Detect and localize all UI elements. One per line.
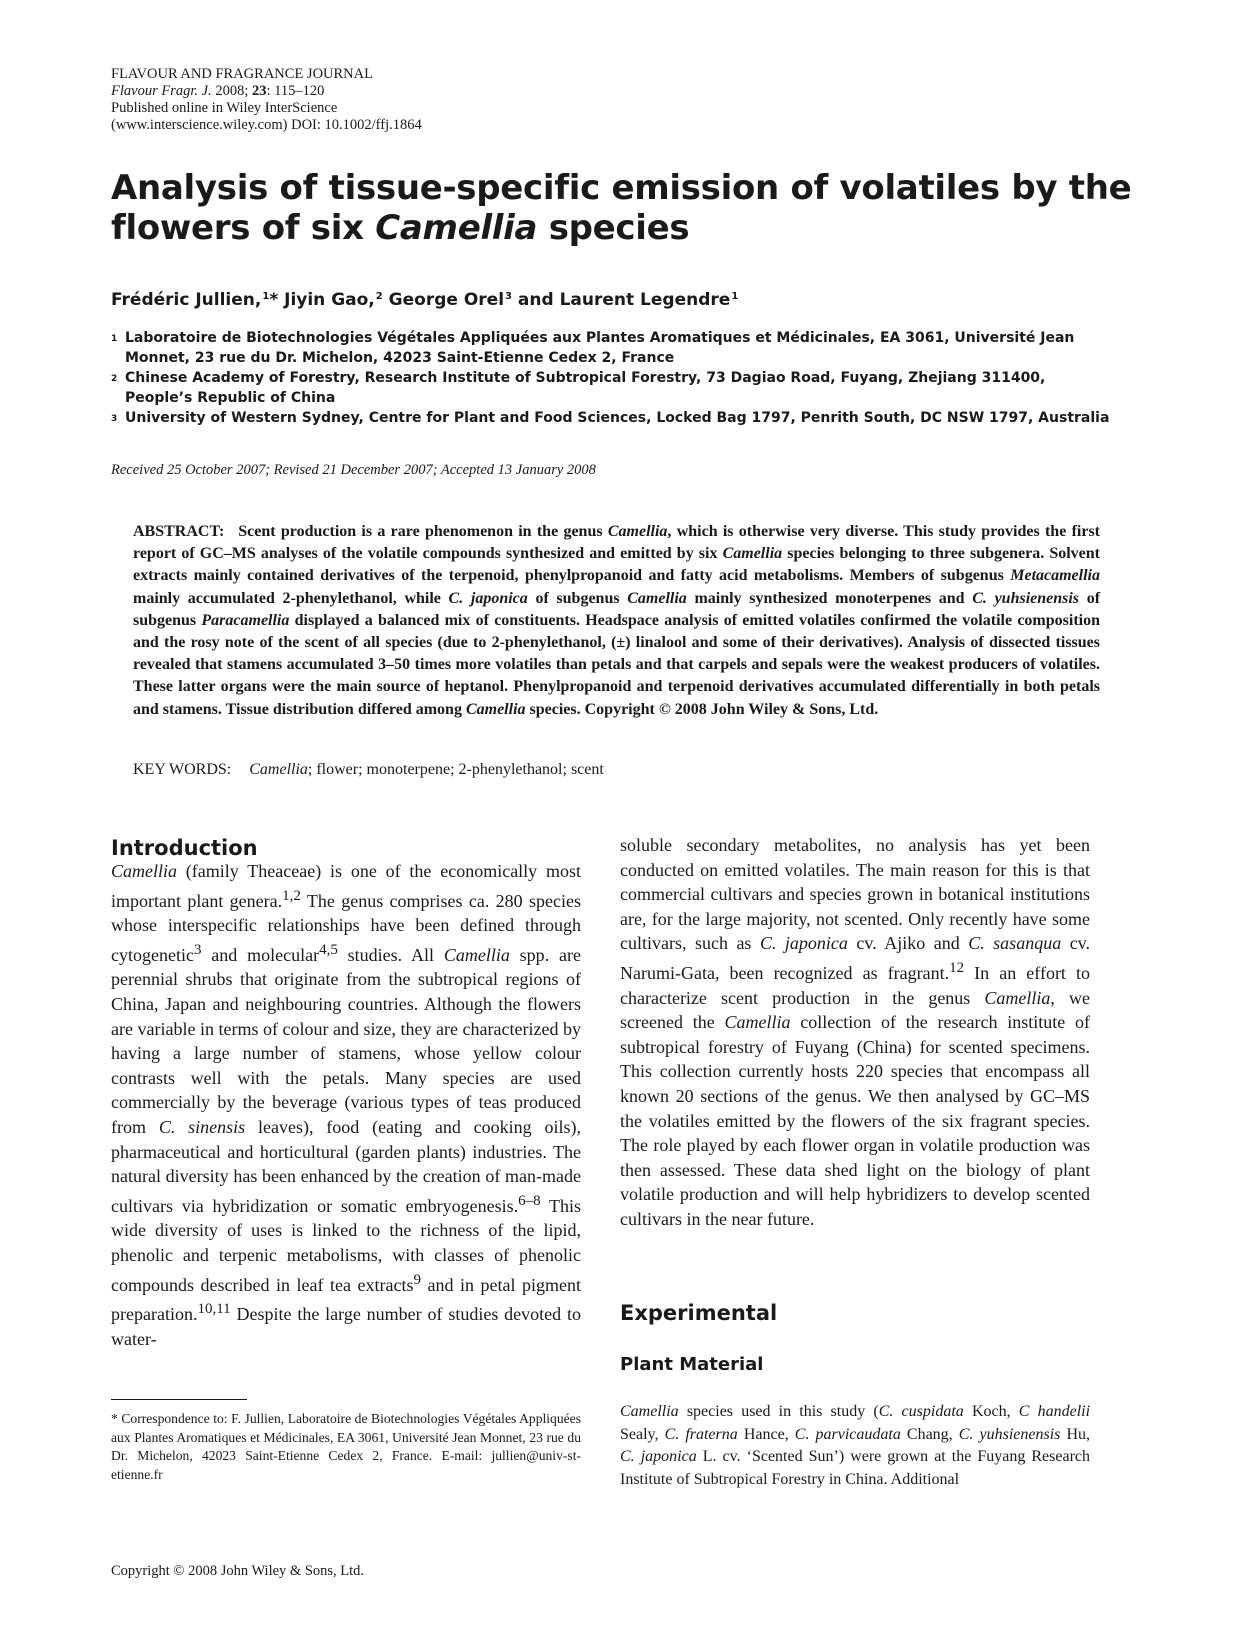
introduction-heading: Introduction	[111, 836, 258, 860]
abstract-text: , which is otherwise very diverse. This study provides the first report of GC–MS analyses of the volatile compounds synthesized and emitted by six	[133, 523, 1100, 563]
affiliation-number: 1	[111, 334, 118, 344]
citation-ref: 6–8	[518, 1192, 541, 1209]
exp-text: Hance,	[737, 1425, 795, 1443]
intro-text: The genus comprises ca. 280 species whose interspecific relationships have been defined through cytogenetic	[111, 890, 581, 965]
plant-material-body	[620, 1401, 1090, 1491]
title-line-2-pre: flowers of six	[111, 208, 376, 248]
intro-text: leaves), food (eating and cooking oils), pharmaceutical and horticultural (garden plants) industries. The natural diversity has been enhanced by the creation of man-made cultivars via hybridization or somatic embryogenesis.	[111, 1116, 581, 1216]
affiliation-text: Laboratoire de Biotechnologies Végétales Appliquées aux Plantes Aromatiques et Médicinales, EA 3061, Université Jean Monnet, 23 rue du Dr. Michelon, 42023 Saint-Etienne Cedex 2, France	[125, 330, 1075, 366]
title-genus: Camellia	[375, 208, 538, 248]
abstract-text: of subgenus	[133, 589, 1101, 629]
abstract-italic: Metacamellia	[1010, 567, 1100, 585]
abstract-text: species. Copyright © 2008 John Wiley & Sons, Ltd.	[525, 700, 879, 718]
citation-ref: 10,11	[197, 1301, 231, 1318]
citation-ref: 1,2	[282, 887, 301, 904]
intro-text: spp. are perennial shrubs that originate from the subtropical regions of China, Japan and neighbouring countries. Although the flowers are variable in terms of colour and size, they are characterized by having a large number of stamens, whose yellow colour contrasts well with the petals. Many species are used commercially by the beverage (various types of teas produced from	[111, 944, 581, 1137]
author-2: Jiyin Gao,	[284, 290, 375, 310]
intro-text: soluble secondary metabolites, no analysis has yet been conducted on emitted volatiles. The main reason for this is that commercial cultivars and species grown in botanical institutions are, for the large majority, not scented. Only recently have some cultivars, such as	[620, 835, 1090, 954]
doi-line: (www.interscience.wiley.com) DOI: 10.1002/ffj.1864	[111, 117, 422, 133]
citation-volume: 23	[251, 83, 267, 99]
keywords-label: KEY WORDS:	[133, 761, 232, 778]
intro-text: In an effort to characterize scent production in the genus	[620, 962, 1090, 1008]
affiliation-text: University of Western Sydney, Centre for Plant and Food Sciences, Locked Bag 1797, Penrith South, DC NSW 1797, Australia	[125, 410, 1110, 426]
exp-italic: C. japonica	[620, 1448, 697, 1466]
received-dates: Received 25 October 2007; Revised 21 December 2007; Accepted 13 January 2008	[111, 462, 596, 478]
abstract-text: mainly synthesized monoterpenes and	[686, 589, 973, 607]
plant-material-heading: Plant Material	[620, 1354, 764, 1375]
abstract-italic: Camellia	[607, 523, 668, 540]
exp-text: Hu,	[1060, 1425, 1090, 1443]
exp-text: L. cv. ‘Scented Sun’) were grown at the Fuyang Research Institute of Subtropical Forestry in China. Additional	[620, 1448, 1091, 1488]
affiliation-number: 3	[111, 414, 118, 424]
citation-ref: 3	[193, 941, 202, 958]
author-3: George Orel	[388, 290, 505, 310]
citation-pages: : 115–120	[266, 83, 325, 99]
author-1-affil: 1	[262, 291, 270, 302]
affiliation-number: 2	[111, 374, 118, 384]
author-4-affil: 1	[731, 291, 739, 302]
abstract-text: of subgenus	[527, 589, 628, 607]
affiliation-2	[111, 368, 1111, 408]
journal-header	[111, 66, 422, 134]
author-3-affil: 3	[505, 291, 512, 302]
intro-text: cv. Ajiko and	[847, 933, 969, 954]
exp-text: Sealy,	[620, 1425, 665, 1443]
intro-text: , we screened the	[620, 987, 1090, 1033]
intro-italic: Camellia	[111, 861, 177, 881]
abstract-label: ABSTRACT:	[133, 523, 225, 540]
abstract-italic: C. yuhsienensis	[972, 589, 1080, 607]
intro-text: and molecular	[201, 944, 320, 965]
affiliation-1	[111, 328, 1111, 368]
abstract-italic: Camellia	[627, 589, 687, 607]
exp-italic: C handelii	[1018, 1403, 1091, 1420]
author-and: and	[517, 290, 554, 310]
journal-citation	[111, 83, 422, 100]
abstract-italic: Camellia	[465, 700, 526, 718]
exp-text: Chang,	[900, 1425, 959, 1443]
abstract-italic: C. japonica	[448, 589, 528, 607]
author-2-affil: 2	[375, 291, 383, 302]
intro-italic: Camellia	[443, 944, 510, 965]
exp-text: Koch,	[963, 1403, 1019, 1420]
author-list	[111, 290, 738, 310]
affiliation-text: Chinese Academy of Forestry, Research Institute of Subtropical Forestry, 73 Dagiao Road, Fuyang, Zhejiang 311400, People’s Republic of China	[125, 370, 1046, 406]
citation-year: 2008;	[215, 83, 249, 99]
abstract-italic: Camellia	[722, 545, 783, 563]
intro-text: This wide diversity of uses is linked to the richness of the lipid, phenolic and terpenic metabolisms, with classes of phenolic compounds described in leaf tea extracts	[111, 1195, 581, 1295]
abstract	[133, 521, 1100, 721]
intro-italic: Camellia	[984, 987, 1051, 1008]
title-line-2-post: species	[537, 208, 690, 248]
intro-italic: C. japonica	[759, 933, 848, 954]
introduction-body	[111, 859, 581, 1351]
published-line: Published online in Wiley InterScience	[111, 100, 338, 116]
intro-text: cv. Narumi-Gata, been recognized as fragrant.	[620, 933, 1091, 983]
exp-italic: C. yuhsienensis	[958, 1425, 1061, 1443]
affiliation-3	[111, 408, 1111, 429]
abstract-italic: Paracamellia	[201, 611, 290, 629]
page-copyright: Copyright © 2008 John Wiley & Sons, Ltd.	[111, 1563, 365, 1579]
author-1: Frédéric Jullien,	[111, 290, 262, 310]
citation-ref: 12	[949, 959, 965, 976]
citation-ref: 4,5	[319, 941, 338, 958]
exp-italic: C. parvicaudata	[794, 1425, 901, 1443]
exp-italic: Camellia	[620, 1403, 679, 1420]
intro-italic: C. sasanqua	[968, 933, 1062, 954]
keywords-list: ; flower; monoterpene; 2-phenylethanol; scent	[307, 761, 604, 778]
intro-text: and in petal pigment preparation.	[111, 1274, 581, 1325]
correspondence-footnote: * Correspondence to: F. Jullien, Laboratoire de Biotechnologies Végétales Appliquées aux Plantes Aromatiques et Médicinales, EA 3061, Université Jean Monnet, 23 rue du Dr. Michelon, 42023 Saint-Etienne Cedex 2, France. E-mail: jullien@univ-st-etienne.fr	[111, 1411, 581, 1482]
title-line-1: Analysis of tissue-specific emission of volatiles by the	[111, 168, 1132, 208]
intro-text: studies. All	[337, 944, 444, 965]
footnote-divider	[111, 1399, 247, 1400]
exp-text: species used in this study (	[678, 1403, 879, 1420]
intro-italic: C. sinensis	[158, 1116, 246, 1137]
exp-italic: C. cuspidata	[878, 1403, 964, 1420]
keyword-genus: Camellia	[249, 761, 308, 778]
intro-text: (family Theaceae) is one of the economically most important plant genera.	[111, 861, 581, 911]
abstract-text: displayed a balanced mix of constituents. Headspace analysis of emitted volatiles confirmed the volatile composition and the rosy note of the scent of all species (due to 2-phenylethanol, (±) linalool and some of their derivatives). Analysis of dissected tissues revealed that stamens accumulated 3–50 times more volatiles than petals and that carpels and sepals were the weakest producers of volatiles. These latter organs were the main source of heptanol. Phenylpropanoid and terpenoid derivatives accumulated differentially in both petals and stamens. Tissue distribution differed among	[133, 611, 1100, 718]
exp-italic: C. fraterna	[664, 1425, 738, 1443]
affiliations	[111, 328, 1111, 429]
experimental-heading: Experimental	[620, 1301, 778, 1325]
paper-title	[111, 168, 1132, 248]
abstract-text: Scent production is a rare phenomenon in the genus	[238, 523, 608, 540]
intro-text: Despite the large number of studies devoted to water-	[111, 1304, 581, 1349]
corresponding-mark: *	[269, 290, 279, 310]
journal-name: FLAVOUR AND FRAGRANCE JOURNAL	[111, 66, 373, 82]
intro-text: collection of the research institute of subtropical forestry of Fuyang (China) for scented specimens. This collection currently hosts 220 species that encompass all known 20 sections of the genus. We then analysed by GC–MS the volatiles emitted by the flowers of the six fragrant species. The role played by each flower organ in volatile production was then assessed. These data shed light on the biology of plant volatile production and will help hybridizers to develop scented cultivars in the near future.	[620, 1012, 1090, 1229]
author-4: Laurent Legendre	[559, 290, 731, 310]
journal-abbrev: Flavour Fragr. J.	[111, 83, 212, 99]
abstract-text: species belonging to three subgenera. Solvent extracts mainly contained derivatives of the terpenoid, phenylpropanoid and fatty acid metabolisms. Members of subgenus	[133, 545, 1101, 585]
title-line-2	[111, 208, 1111, 248]
keywords	[133, 761, 604, 779]
introduction-continued	[620, 833, 1090, 1232]
intro-italic: Camellia	[724, 1012, 791, 1033]
abstract-text: mainly accumulated 2-phenylethanol, while	[133, 589, 449, 607]
citation-ref: 9	[413, 1271, 421, 1288]
